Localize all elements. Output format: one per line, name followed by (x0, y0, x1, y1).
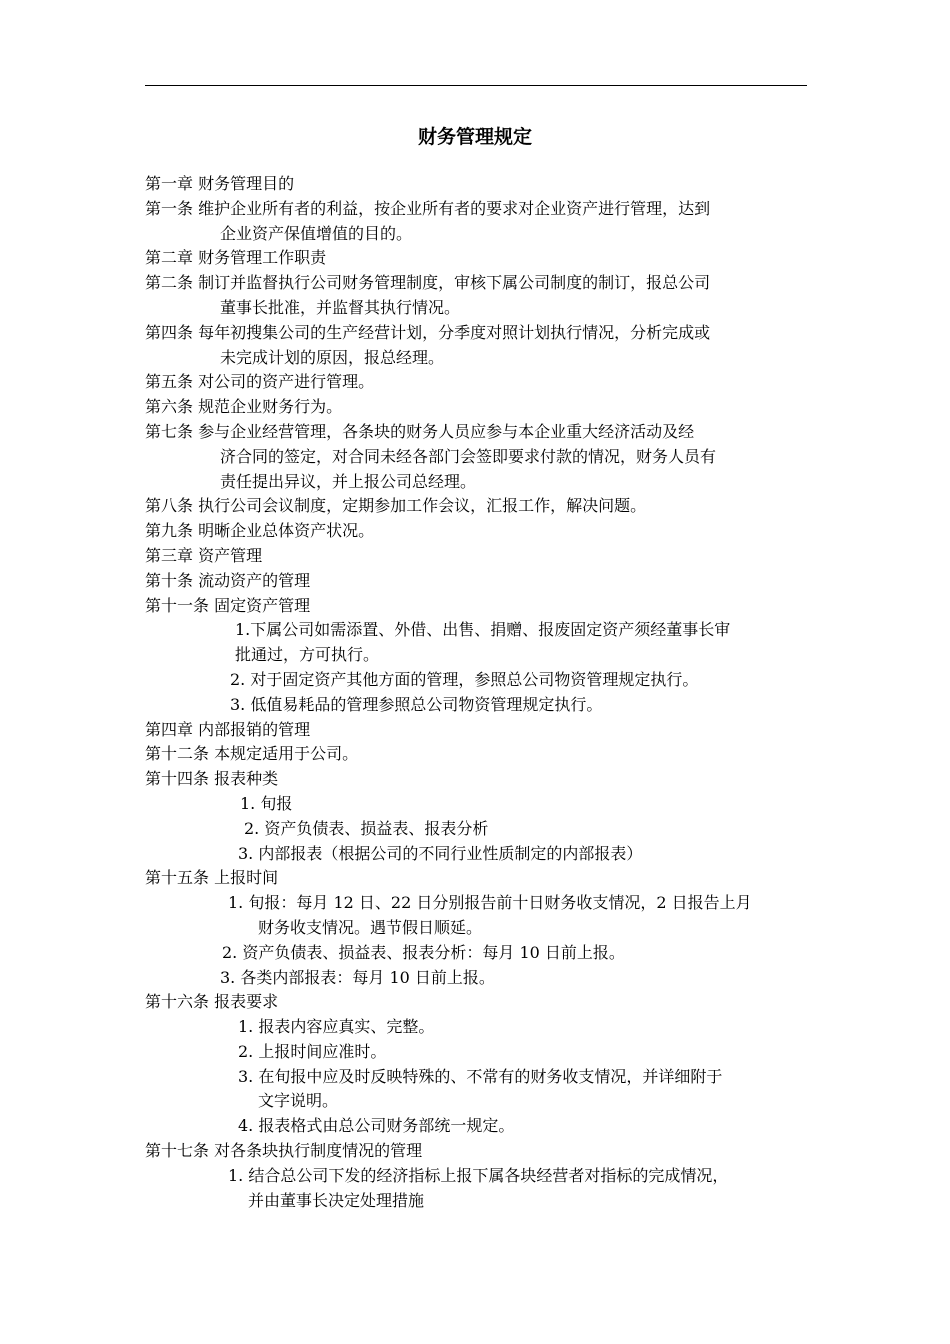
list-item (145, 891, 810, 941)
article-label: 第一条 (145, 198, 199, 218)
article-15: 第十五条 上报时间 (145, 868, 279, 888)
article-5: 第五条 对公司的资产进行管理。 (145, 372, 375, 392)
article-text-continued: 责任提出异议，并上报公司总经理。 (220, 471, 477, 491)
article-label: 第四条 (145, 322, 199, 342)
chapter-heading: 第四章 内部报销的管理 (145, 719, 311, 739)
article-label: 第七条 (145, 421, 199, 441)
chapter-heading: 第一章 财务管理目的 (145, 174, 295, 193)
list-item (145, 618, 810, 668)
article-text-continued: 企业资产保值增值的目的。 (220, 223, 413, 243)
article-6: 第六条 规范企业财务行为。 (145, 397, 343, 417)
list-item-text-continued: 并由董事长决定处理措施 (248, 1190, 425, 1210)
list-item: 2. 资产负债表、损益表、报表分析 (244, 818, 489, 838)
article-label: 第二条 (145, 273, 199, 293)
list-item: 4. 报表格式由总公司财务部统一规定。 (238, 1116, 515, 1136)
list-item: 1. 报表内容应真实、完整。 (238, 1017, 435, 1037)
article-10: 第十条 流动资产的管理 (145, 570, 311, 590)
article-text: 每年初搜集公司的生产经营计划，分季度对照计划执行情况，分析完成或 (198, 322, 711, 342)
list-item-text-continued: 财务收支情况。遇节假日顺延。 (258, 917, 483, 937)
list-item-text: 1.下属公司如需添置、外借、出售、捐赠、报废固定资产须经董事长审 (235, 620, 731, 640)
article-1 (145, 197, 810, 247)
list-item (145, 1164, 810, 1214)
list-item: 3. 各类内部报表：每月 10 日前上报。 (220, 967, 495, 987)
article-11: 第十一条 固定资产管理 (145, 595, 311, 615)
list-item-text: 3. 在旬报中应及时反映特殊的、不常有的财务收支情况，并详细附于 (238, 1066, 723, 1086)
article-text: 参与企业经营管理，各条块的财务人员应参与本企业重大经济活动及经 (198, 421, 695, 441)
article-9: 第九条 明晰企业总体资产状况。 (145, 521, 375, 541)
list-item-text-continued: 批通过，方可执行。 (235, 645, 380, 665)
chapter-heading: 第三章 资产管理 (145, 545, 263, 565)
article-text-continued: 董事长批准，并监督其执行情况。 (220, 297, 461, 317)
list-item: 1. 旬报 (240, 793, 293, 813)
chapter-heading: 第二章 财务管理工作职责 (145, 248, 327, 268)
header-rule (145, 85, 807, 86)
article-text: 制订并监督执行公司财务管理制度，审核下属公司制度的制订，报总公司 (198, 273, 711, 293)
list-item: 3. 低值易耗品的管理参照总公司物资管理规定执行。 (230, 694, 603, 714)
list-item: 2. 资产负债表、损益表、报表分析：每月 10 日前上报。 (222, 942, 625, 962)
list-item: 2. 对于固定资产其他方面的管理，参照总公司物资管理规定执行。 (230, 669, 699, 689)
article-16: 第十六条 报表要求 (145, 992, 279, 1012)
list-item: 2. 上报时间应准时。 (238, 1041, 387, 1061)
list-item-text: 1. 旬报：每月 12 日、22 日分别报告前十日财务收支情况，2 日报告上月 (228, 893, 752, 913)
document-title: 财务管理规定 (417, 126, 532, 148)
article-17: 第十七条 对各条块执行制度情况的管理 (145, 1141, 423, 1161)
list-item-text: 1. 结合总公司下发的经济指标上报下属各块经营者对指标的完成情况， (228, 1165, 729, 1185)
document-body (145, 172, 810, 1213)
list-item: 3. 内部报表（根据公司的不同行业性质制定的内部报表） (238, 843, 643, 863)
article-8: 第八条 执行公司会议制度，定期参加工作会议，汇报工作，解决问题。 (145, 496, 647, 516)
article-2 (145, 271, 810, 321)
article-text: 维护企业所有者的利益，按企业所有者的要求对企业资产进行管理，达到 (198, 198, 711, 218)
list-item-text-continued: 文字说明。 (258, 1091, 339, 1111)
article-7 (145, 420, 810, 494)
article-text-continued: 未完成计划的原因，报总经理。 (220, 347, 445, 367)
article-12: 第十二条 本规定适用于公司。 (145, 744, 359, 764)
article-14: 第十四条 报表种类 (145, 769, 279, 789)
article-4 (145, 321, 810, 371)
list-item (145, 1065, 810, 1115)
article-text-continued: 济合同的签定，对合同未经各部门会签即要求付款的情况，财务人员有 (220, 446, 717, 466)
